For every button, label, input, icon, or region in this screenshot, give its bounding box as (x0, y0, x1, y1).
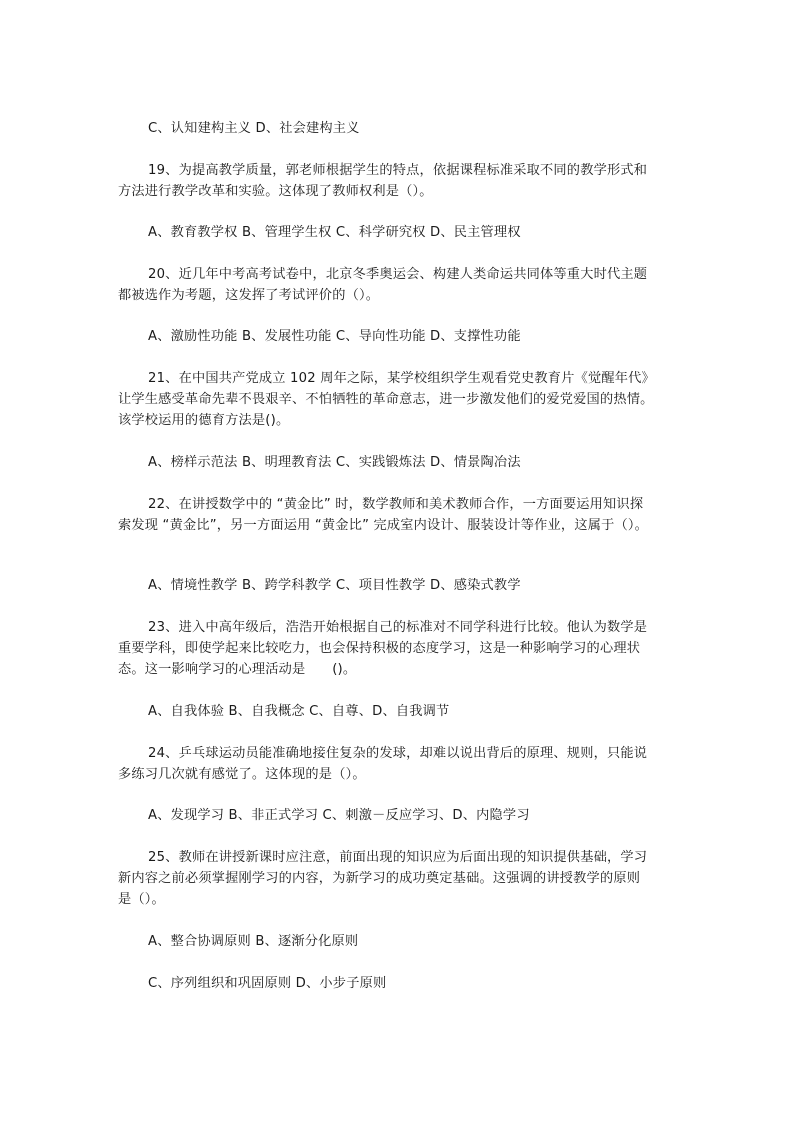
q18-options-cd: C、认知建构主义 D、社会建构主义 (148, 121, 360, 136)
q23-line-1: 23、进入中高年级后，浩浩开始根据自己的标准对不同学科进行比较。他认为数学是 (148, 620, 648, 635)
q25-options-cd: C、序列组织和巩固原则 D、小步子原则 (148, 976, 387, 991)
q21-line-2: 让学生感受革命先辈不畏艰辛、不怕牺牲的革命意志，进一步激发他们的爱党爱国的热情。 (118, 392, 654, 407)
q24-options: A、发现学习 B、非正式学习 C、刺激－反应学习、D、内隐学习 (148, 808, 530, 823)
q20-options: A、激励性功能 B、发展性功能 C、导向性功能 D、支撑性功能 (148, 329, 521, 344)
q25-line-3: 是（）。 (118, 892, 165, 907)
q21-line-3: 该学校运用的德育方法是()。 (118, 413, 290, 428)
q24-line-2: 多练习几次就有感觉了。这体现的是（）。 (118, 767, 366, 782)
q23-options: A、自我体验 B、自我概念 C、自尊、D、自我调节 (148, 704, 450, 719)
q20-line-1: 20、近几年中考高考试卷中，北京冬季奥运会、构建人类命运共同体等重大时代主题 (148, 267, 648, 282)
q23-line-2: 重要学科，即使学起来比较吃力，也会保持积极的态度学习，这是一种影响学习的心理状 (118, 641, 641, 656)
q22-line-2: 索发现 “黄金比”，另一方面运用 “黄金比” 完成室内设计、服装设计等作业，这属于（）。 (118, 518, 649, 533)
q25-options-ab: A、整合协调原则 B、逐渐分化原则 (148, 934, 359, 949)
q23-line-3: 态。这一影响学习的心理活动是 ()。 (118, 662, 357, 677)
q25-line-1: 25、教师在讲授新课时应注意，前面出现的知识应为后面出现的知识提供基础，学习 (148, 850, 648, 865)
q22-options: A、情境性教学 B、跨学科教学 C、项目性教学 D、感染式教学 (148, 578, 521, 593)
q21-options: A、榜样示范法 B、明理教育法 C、实践锻炼法 D、情景陶冶法 (148, 455, 521, 470)
q24-line-1: 24、乒乓球运动员能准确地接住复杂的发球，却难以说出背后的原理、规则，只能说 (148, 746, 648, 761)
q21-line-1: 21、在中国共产党成立 102 周年之际，某学校组织学生观看党史教育片《觉醒年代》 (148, 371, 655, 386)
q19-line-1: 19、为提高教学质量，郭老师根据学生的特点，依据课程标准采取不同的教学形式和 (148, 163, 648, 178)
q25-line-2: 新内容之前必须掌握刚学习的内容，为新学习的成功奠定基础。这强调的讲授教学的原则 (118, 871, 641, 886)
q20-line-2: 都被选作为考题，这发挥了考试评价的（）。 (118, 288, 380, 303)
q19-options: A、教育教学权 B、管理学生权 C、科学研究权 D、民主管理权 (148, 225, 521, 240)
q22-line-1: 22、在讲授数学中的 “黄金比” 时，数学教师和美术教师合作，一方面要运用知识探 (148, 497, 644, 512)
q19-line-2: 方法进行教学改革和实验。这体现了教师权利是（）。 (118, 184, 433, 199)
